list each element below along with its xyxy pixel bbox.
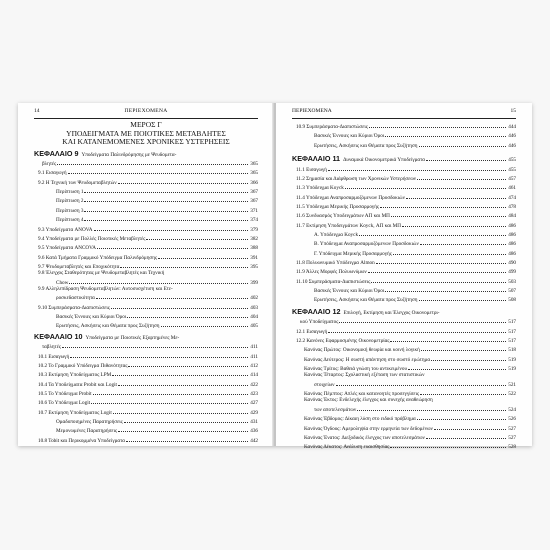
toc-entry: Κανόνας Τέταρτος: Σχολαστική εξέταση των στατιστικών [304, 372, 425, 379]
dot-leader [128, 360, 248, 367]
dot-leader [118, 425, 248, 432]
dot-leader [402, 220, 506, 227]
toc-entry [34, 388, 258, 397]
entry-page-number: 411 [250, 344, 258, 351]
entry-page-number: 436 [250, 428, 258, 435]
entry-page-number: 379 [250, 226, 258, 233]
entry-page-number: 404 [250, 313, 258, 320]
entry-title: 9.7 Ψευδομεταβλητές και Εποχικότητα [38, 263, 120, 270]
entry-title: Κανόνας Πρώτος: Οικονομική θεωρία και κοινή λογική [304, 347, 420, 354]
chapter-12-heading [292, 306, 516, 317]
entry-title: 12.2 Κανόνες Εφαρμοσμένης Οικονομετρίας [296, 338, 390, 345]
chapter-10-heading [34, 331, 258, 342]
book-spread [18, 103, 532, 451]
entry-title: Περίπτωση 1 [56, 189, 84, 196]
entry-page-number: 371 [250, 207, 258, 214]
entry-title: Ερωτήσεις, Ασκήσεις και Θέματα προς Συζήτηση [314, 297, 418, 304]
entry-page-number: 486 [508, 222, 516, 229]
entry-page-number: 527 [508, 425, 516, 432]
entry-title: 9.10 Συμπεράσματα-Διαπιστώσεις [38, 304, 110, 311]
entry-page-number: 367 [250, 189, 258, 196]
entry-title: κού Υποδείγματος [300, 319, 339, 326]
entry-page-number: 517 [508, 338, 516, 345]
entry-page-number: 524 [508, 406, 516, 413]
toc-entry [292, 130, 516, 139]
dot-leader [417, 413, 506, 420]
dot-leader [357, 404, 506, 411]
entry-page-number: 402 [250, 295, 258, 302]
toc-entry [292, 423, 516, 432]
dot-leader [84, 195, 248, 202]
entry-page-number: 382 [250, 235, 258, 242]
part-title-line2: ΥΠΟΔΕΙΓΜΑΤΑ ΜΕ ΠΟΙΟΤΙΚΕΣ ΜΕΤΑΒΛΗΤΕΣ [66, 128, 226, 138]
toc-entry [34, 435, 258, 444]
entry-title: Περίπτωση 4 [56, 217, 84, 224]
toc-entry [34, 407, 258, 416]
entry-title: Βασικές Έννοιες και Κύριοι Όροι [56, 313, 127, 320]
entry-title: Βασικές Έννοιες και Κύριοι Όροι [314, 288, 385, 295]
toc-entry [292, 285, 516, 294]
toc-entry [34, 167, 258, 176]
toc-entry [34, 252, 258, 261]
entry-page-number: 422 [250, 381, 258, 388]
entry-title: 10.5 Το Υπόδειγμα Probit [38, 390, 92, 397]
entry-title: Ερωτήσεις, Ασκήσεις και Θέματα προς Συζήτηση [314, 142, 418, 149]
entry-page-number: 507 [508, 288, 516, 295]
entry-title: Μεμονωμένες Παρατηρήσεις [56, 428, 118, 435]
entry-title: 10.6 Το Υπόδειγμα Logit [38, 400, 91, 407]
entry-title: Κανόνας Δεύτερος: Η σωστή απάντηση στο σωστό ερώτημα [304, 356, 431, 363]
toc-entry [292, 220, 516, 229]
entry-page-number: 365 [250, 161, 258, 168]
entry-title: ροσκεδαστικότητα [56, 295, 95, 302]
entry-title: 10.4 Τα Υποδείγματα Probit και Logit [38, 381, 117, 388]
entry-page-number: 388 [250, 245, 258, 252]
dot-leader [124, 416, 248, 423]
entry-page-number: 521 [508, 381, 516, 388]
dot-leader [336, 379, 506, 386]
toc-entry [292, 173, 516, 182]
toc-entry [34, 311, 258, 320]
dot-leader [70, 351, 248, 358]
toc-entry [292, 182, 516, 191]
entry-title: Ερωτήσεις, Ασκήσεις και Θέματα προς Συζήτηση [56, 323, 160, 330]
dot-leader [118, 177, 248, 184]
dot-leader [380, 201, 506, 208]
dot-leader [96, 292, 248, 299]
entry-page-number: 486 [508, 232, 516, 239]
chapter-12-title-cont [292, 316, 516, 325]
dot-leader [369, 121, 506, 128]
entry-page-number: 374 [250, 217, 258, 224]
chapter-9-title-cont [34, 158, 258, 167]
dot-leader [57, 158, 248, 165]
toc-entry [292, 210, 516, 219]
dot-leader [84, 214, 248, 221]
entry-title: 11.5 Υπόδειγμα Μερικής Προσαρμογής [296, 204, 379, 210]
toc-entry [34, 397, 258, 406]
dot-leader [371, 276, 506, 283]
dot-leader [97, 242, 248, 249]
toc-entry [292, 121, 516, 130]
dot-leader [68, 167, 248, 174]
entry-title: 9.5 Υποδείγματα ANCOVA [38, 245, 96, 252]
dot-leader [431, 354, 506, 361]
entry-title: 9.6 Κατά Τμήματα Γραμμικό Υπόδειγμα Παλινδρόμησης [38, 254, 157, 261]
entry-page-number: 522 [508, 391, 516, 398]
dot-leader [146, 233, 248, 240]
entry-title: 10.1 Εισαγωγή [38, 353, 70, 360]
right-page [276, 103, 532, 451]
entry-title: Ομαδοποιημένες Παρατηρήσεις [56, 418, 123, 425]
chapter-11-heading [292, 154, 516, 164]
entry-page-number: 455 [508, 166, 516, 173]
entry-page-number: 423 [250, 390, 258, 397]
toc-entry [292, 441, 516, 450]
dot-leader [390, 335, 506, 342]
dot-leader [426, 432, 506, 439]
toc-entry [292, 363, 516, 372]
entry-title: 11.8 Πολυωνυμικό Υπόδειγμα Almon [296, 260, 375, 267]
toc-entry [292, 276, 516, 285]
entry-page-number: 461 [508, 185, 516, 192]
entry-title: 11.6 Συνδυασμός Υποδειγμάτων ΑΠ και ΜΠ [296, 213, 390, 220]
toc-entry [292, 257, 516, 266]
dot-leader [385, 130, 506, 137]
toc-entry [34, 369, 258, 378]
dot-leader [420, 238, 506, 245]
entry-title: 11.9 Άλλες Μορφές Πολυωνύμων [296, 269, 367, 276]
dot-leader [84, 186, 248, 193]
toc-entry [34, 224, 258, 233]
left-page [18, 103, 274, 446]
left-page-number: 14 [34, 108, 40, 114]
entry-page-number: 365 [250, 170, 258, 177]
dot-leader [426, 154, 506, 161]
entry-title: Κανόνας Τρίτος: Βαθειά γνώση του αντικειμένου [304, 366, 408, 373]
toc-entry [34, 302, 258, 311]
dot-leader [158, 252, 248, 259]
dot-leader [419, 140, 507, 147]
toc-entry [292, 344, 516, 353]
dot-leader [328, 164, 506, 171]
entry-title: Περίπτωση 2 [56, 198, 84, 205]
toc-entry [34, 416, 258, 425]
entry-title: στοιχείων [314, 381, 335, 388]
toc-entry [292, 238, 516, 247]
dot-leader [368, 266, 506, 273]
entry-page-number: 508 [508, 297, 516, 304]
entry-page-number: 518 [508, 347, 516, 354]
entry-title: 9.1 Εισαγωγή [38, 170, 67, 177]
toc-entry [34, 233, 258, 242]
dot-leader [434, 423, 506, 430]
dot-leader [393, 248, 506, 255]
left-page-content [34, 121, 258, 444]
entry-title: 11.4 Υπόδειγμα Αναπροσαρμοζόμενων Προσδοκιών [296, 194, 405, 201]
toc-entry [34, 292, 258, 301]
dot-leader [118, 379, 248, 386]
chapter-label: ΚΕΦΑΛΑΙΟ 11 [292, 154, 341, 164]
toc-entry [34, 205, 258, 214]
entry-page-number: 411 [250, 353, 258, 360]
dot-leader [112, 369, 248, 376]
entry-title: Β. Υπόδειγμα Αναπροσαρμοζόμενων Προσδοκιών [314, 241, 419, 248]
entry-page-number: 412 [250, 362, 258, 369]
part-title-line1: ΜΕΡΟΣ Γ [130, 120, 162, 129]
entry-page-number: 405 [250, 323, 258, 330]
entry-page-number: 517 [508, 319, 516, 326]
entry-page-number: 403 [250, 304, 258, 311]
entry-title: βλητές [42, 161, 57, 168]
dot-leader [385, 285, 506, 292]
entry-page-number: 446 [508, 142, 516, 149]
toc-entry [34, 242, 258, 251]
dot-leader [113, 407, 248, 414]
toc-entry [34, 214, 258, 223]
chapter-label: ΚΕΦΑΛΑΙΟ 9 [34, 148, 79, 158]
entry-title: 11.1 Εισαγωγή [296, 166, 327, 173]
dot-leader [406, 192, 506, 199]
dot-leader [328, 326, 506, 333]
entry-page-number: 499 [508, 269, 516, 276]
toc-entry [292, 413, 516, 422]
toc-entry [292, 432, 516, 441]
right-page-number: 15 [510, 108, 516, 114]
dot-leader [69, 277, 248, 284]
entry-title: των αποτελεσμάτων [314, 406, 357, 413]
dot-leader [390, 441, 506, 448]
dot-leader [161, 320, 249, 327]
chapter-title: Υποδείγματα με Ποιοτικές Εξαρτημένες Με- [85, 334, 180, 341]
dot-leader [94, 224, 248, 231]
entry-title: Κανόνας Πέμπτος: Απλές και κατανοητές προσεγγίσεις [304, 391, 420, 398]
toc-entry [34, 261, 258, 270]
toc-entry [34, 351, 258, 360]
toc-entry [292, 326, 516, 335]
toc-entry [292, 192, 516, 201]
entry-title: 12.1 Εισαγωγή [296, 328, 328, 335]
dot-leader [345, 182, 506, 189]
dot-leader [420, 388, 506, 395]
chapter-title: Επιλογή, Εκτίμηση και Έλεγχος Οικονομετρι- [343, 309, 440, 316]
dot-leader [421, 344, 506, 351]
toc-entry [292, 335, 516, 344]
entry-page-number: 519 [508, 366, 516, 373]
entry-page-number: 395 [250, 263, 258, 270]
entry-title: 10.8 Tobit και Περικομμένα Υποδείγματα [38, 437, 125, 444]
entry-title: Βασικές Έννοιες και Κύριοι Όροι [314, 133, 385, 140]
dot-leader [391, 210, 506, 217]
entry-title: 11.10 Συμπεράσματα-Διαπιστώσεις [296, 278, 371, 285]
left-page-header [34, 108, 258, 119]
toc-entry [34, 277, 258, 286]
entry-title: ταβλητές [42, 344, 61, 351]
dot-leader [419, 294, 507, 301]
dot-leader [120, 261, 248, 268]
entry-page-number: 414 [250, 372, 258, 379]
entry-page-number: 427 [250, 400, 258, 407]
dot-leader [339, 316, 506, 323]
toc-entry: 9.8 Έλεγχος Σταθερότητας με Ψευδομεταβλητές και Τεχνική [38, 270, 165, 277]
dot-leader [359, 229, 506, 236]
chapter-label: ΚΕΦΑΛΑΙΟ 12 [292, 306, 341, 316]
toc-entry [292, 140, 516, 149]
entry-page-number: 484 [508, 213, 516, 220]
entry-page-number: 399 [250, 279, 258, 286]
toc-entry [292, 266, 516, 275]
chapter-page: 455 [508, 157, 516, 164]
entry-title: Περίπτωση 3 [56, 207, 84, 214]
entry-title: Chow [56, 279, 69, 286]
toc-entry [292, 379, 516, 388]
entry-title: Κανόνας Δέκατος: Ανάλυση ευαισθησίας [304, 444, 390, 451]
dot-leader [62, 341, 248, 348]
entry-title: 10.9 Συμπεράσματα-Διαπιστώσεις [296, 124, 368, 130]
entry-page-number: 528 [508, 444, 516, 451]
toc-entry [292, 404, 516, 413]
entry-title: Κανόνας Έβδομος: Δίκαιη λύση στο ειδικό πρόβλημα [304, 416, 416, 423]
toc-entry [292, 229, 516, 238]
entry-title: 10.3 Εκτίμηση Υποδείγματος LPM [38, 372, 112, 379]
entry-page-number: 519 [508, 356, 516, 363]
entry-title: Κανόνας Όγδοος: Αμεροληψία στην ερμηνεία των δεδομένων [304, 425, 433, 432]
toc-entry [292, 164, 516, 173]
toc-entry [292, 201, 516, 210]
right-page-header [292, 108, 516, 119]
dot-leader [93, 388, 248, 395]
dot-leader [111, 302, 248, 309]
toc-entry [34, 379, 258, 388]
toc-entry [292, 388, 516, 397]
entry-page-number: 444 [508, 124, 516, 130]
dot-leader [408, 363, 506, 370]
left-running-header: ΠΕΡΙΕΧΟΜΕΝΑ [124, 108, 168, 114]
toc-entry [34, 360, 258, 369]
right-running-header: ΠΕΡΙΕΧΟΜΕΝΑ [292, 108, 332, 114]
chapter-10-title-cont [34, 341, 258, 350]
right-page-content [292, 121, 516, 451]
dot-leader [126, 435, 248, 442]
toc-entry [292, 294, 516, 303]
entry-page-number: 366 [250, 179, 258, 186]
entry-page-number: 526 [508, 416, 516, 423]
chapter-title: Υποδείγματα Παλινδρόμησης με Ψευδομετα- [81, 151, 177, 158]
entry-page-number: 446 [508, 133, 516, 140]
entry-page-number: 457 [508, 175, 516, 182]
entry-title: 11.2 Σημασία και Διάρθρωση των Χρονικών Υστερήσεων [296, 175, 417, 182]
part-title-line3: ΚΑΙ ΚΑΤΑΝΕΜΟΜΕΝΕΣ ΧΡΟΝΙΚΕΣ ΥΣΤΕΡΗΣΕΙΣ [62, 137, 230, 146]
toc-entry: 9.9 Αλληλεπίδραση Ψευδομεταβλητών: Αυτοσυσχέτιση και Ετε- [38, 285, 173, 292]
chapter-label: ΚΕΦΑΛΑΙΟ 10 [34, 331, 83, 341]
entry-page-number: 367 [250, 198, 258, 205]
entry-title: 10.7 Εκτίμηση Υποδείγματος Logit [38, 409, 112, 416]
toc-entry [34, 320, 258, 329]
part-title [34, 121, 258, 147]
entry-page-number: 490 [508, 260, 516, 267]
chapter-title: Δυναμικά Οικονομετρικά Υποδείγματα [343, 157, 425, 164]
toc-entry [292, 354, 516, 363]
dot-leader [417, 173, 506, 180]
entry-title: Κανόνας Ένατος: Διεξοδικός έλεγχος των αποτελεσμάτων [304, 434, 425, 441]
toc-entry [34, 177, 258, 186]
dot-leader [127, 311, 248, 318]
entry-title: Γ. Υπόδειγμα Μερικής Προσαρμογής [314, 250, 392, 257]
entry-page-number: 486 [508, 250, 516, 257]
entry-page-number: 503 [508, 278, 516, 285]
dot-leader [84, 205, 248, 212]
entry-page-number: 478 [508, 204, 516, 210]
entry-title: 9.2 Η Τεχνική των Ψευδομεταβλητών [38, 179, 117, 186]
entry-title: 11.7 Εκτίμηση Υποδειγμάτων Koyck, ΑΠ και ΜΠ [296, 222, 402, 229]
toc-entry [34, 195, 258, 204]
dot-leader [91, 397, 248, 404]
entry-page-number: 486 [508, 241, 516, 248]
entry-title: 9.3 Υποδείγματα ANOVA [38, 226, 93, 233]
entry-page-number: 442 [250, 437, 258, 444]
entry-page-number: 517 [508, 328, 516, 335]
entry-title: 11.3 Υπόδειγμα Koyck [296, 185, 344, 192]
dot-leader [376, 257, 506, 264]
entry-page-number: 431 [250, 418, 258, 425]
toc-entry [292, 248, 516, 257]
toc-entry: Κανόνας Έκτος: Ενδελεχής έλεγχος και συνεχής αναθεώρηση [304, 397, 433, 404]
entry-page-number: 429 [250, 409, 258, 416]
entry-page-number: 474 [508, 194, 516, 201]
entry-page-number: 391 [250, 254, 258, 261]
toc-entry [34, 186, 258, 195]
entry-page-number: 527 [508, 434, 516, 441]
entry-title: Α. Υπόδειγμα Koyck [314, 232, 359, 239]
entry-title: 10.2 Το Γραμμικό Υπόδειγμα Πιθανότητας [38, 362, 128, 369]
toc-entry [34, 425, 258, 434]
chapter-9-heading [34, 148, 258, 159]
entry-title: 9.4 Υποδείγματα με Πολλές Ποιοτικές Μεταβλητές [38, 235, 146, 242]
